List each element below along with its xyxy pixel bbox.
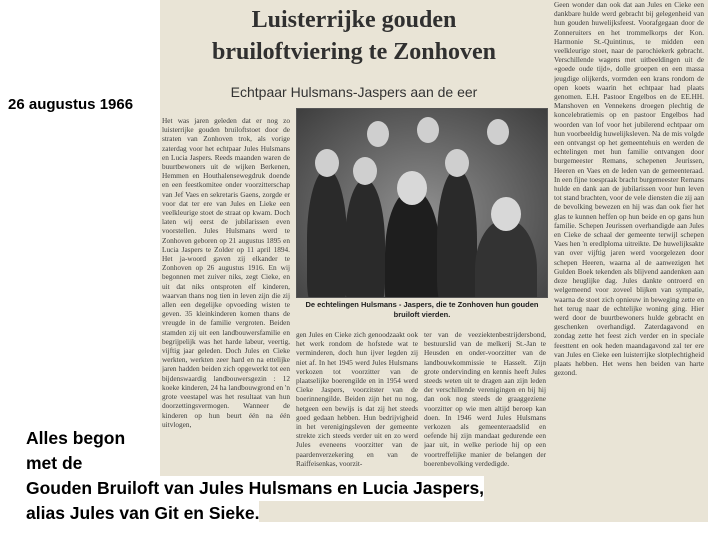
- photo-caption: De echtelingen Hulsmans - Jaspers, die te Zonhoven hun gouden bruiloft vierden.: [305, 300, 539, 319]
- caption-line-3: Gouden Bruiloft van Jules Hulsmans en Lucia Jaspers,: [26, 476, 484, 501]
- article-column-1: Het was jaren geleden dat er nog zo luisterrijke gouden bruiloftstoet door de straten van Zonhoven trok, als vorige zaterdag voor het echtpaar Jules Hulsmans en Lucia Jaspers. Reeds maanden waren de buurtbewoners uit de wijken Berkenen, Hemmen en Houthalensewegdruk doende en een feestkomitee onder voorzitterschap van Jef Vaes en sekretaris Gaens, zorgde er voor dat ter ere van Jules en Lieke een veelkleurige stoet de straat op kwam. Doch laten wij eerst de jubilarissen even voorstellen. Jules Hulsmans werd te Zonhoven geboren op 21 augustus 1895 en Lucia Jaspers te Zolder op 11 april 1894. Het ja-woord gaven zij elkander te Zonhoven op 26 augustus 1916. En wij begonnen met zuiver niks, zegt Cieke, en uit dat niks ontsproten elf kinderen, waarvan thans nog tien in leven zijn die zij allen een degelijke opvoeding wisten te geven. 35 kleinkinderen komen thans de vreugde in de familie vergroten. Beiden stamden zij uit een landbouwersfamilie en begrijpelijk was het harde labeur, veertig, vijftig jaar geleden. Doch Jules en Cieke werkten, werkten zeer hard en na ettelijke jaren hadden beiden zich opgewerkt tot een bijdenswaardig landbouwersgezin : 12 koeke kinderen, 24 ha landbouwgrond en 'n grote veestapel was het resultaat van hun doorzettingsvermogen. Wanneer de kinderen op hun beurt één na één uitvlogen,: [162, 116, 290, 429]
- couple-photo: [296, 108, 548, 298]
- article-column-3: ter van de veeziektenbestrijdersbond, bestuurslid van de melkerij St.-Jan te Heusden en onder-voorzitter van de landbouwkommissie te Hasselt. Zijn grote ondervinding en kennis heeft Jules steeds weten uit te dragen aan zijn leden der verschillende verenigingen en bij hij dan ook nog steeds de graaggeziene voorzitter op wie men altijd beroep kan doen. In 1946 werd Jules Hulsmans verkozen als gemeenteraadslid en oefende hij zijn mandaat gedurende een jaar uit, in welke periode hij op een voortreffelijke manier de belangen der boerenbevolking verdedigde.: [424, 330, 546, 468]
- article-column-4: Geen wonder dan ook dat aan Jules en Cieke een dankbare hulde werd gebracht bij gelegenheid van hun gouden huwelijksfeest. Voorafgegaan door de Zonneruiters en het trommelkorps der Kon. Harmonie St.-Quintinus, te midden een veelkleurige stoet, naar de parochiekerk gebracht. Verschillende wagens met uitbeeldingen uit de «goede oude tijd», dolle groepen en een massa jeugdige olijkerds, vormden een krans rondom de open koets waarin het echtpaar had plaats genomen. E.H. Pastoor Engelbos en de EE.HH. Manshoven en Vennekens droegen plechtig de koncelebratiemis op en pastoor Engelbos had woorden van lof voor het jubilerend echtpaar om hun voorbeeldig huwelijksleven. Na de mis volgde een ontvangst op het gemeentehuis en werden de echtelingen met hun familie ontvangen door burgemeester Remans, schepenen Jeurissen, Heeren en Vaes en de leden van de gemeenteraad. In een fijne toespraak bracht burgemeester Remans hulde en dank aan de jubilarissen voor hun leven tot stand brachten, voor de vele diensten die zij aan de bevolking bewezen en hij was dan ook fier het glas te kunnen heffen op hun beide en op gans hun familie. Schepen Jeurissen overhandigde aan Jules en Cieke de schaal der gemeente terwijl schepen Vaes hen 'n eredlploma uitreikte. De huwelijksakte van over vijftig jaren werd voorgelezen door schepen Heeren, waarna al de aanwezigen het Gulden Boek tekenden als blijvend aandenken aan deze heuglijke dag. Jules dankte ontroerd en welgemeend voor zoveel blijken van sympatie, waarna de stoet zich opnieuw in beweging zette en het terug naar de echtelijke woning ging. Hier werd door de buurtbewoners hulde gebracht en geschenken overhandigd. Zaterdagavond en zondag zette het feest zich verder en in speciale feesttent en ook heden maandagavond zal ter ere van Jules en Cieke een luisterrijke slotplechtigheid plaats hebben. Het wens hen beiden van harte gezond.: [554, 0, 704, 378]
- headline-line-1: Luisterrijke gouden: [251, 7, 457, 33]
- clipping-headline: [160, 4, 548, 68]
- headline-line-2: bruiloftviering te Zonhoven: [211, 39, 496, 65]
- caption-line-1: Alles begon: [26, 426, 125, 451]
- caption-line-4: alias Jules van Git en Sieke.: [26, 501, 259, 526]
- article-column-2: gen Jules en Cieke zich genoodzaakt ook het werk rondom de hofstede wat te verminderen, doch hun ijver legden zij niet af. In het 1945 werd Jules Hulsmans verkozen tot voorzitter van de plaatselijke boerengilde en in 1954 werd Cieke Jaspers, voorzitster van de boerinnengilde. Beiden zijn het nu nog, hetgeen een bewijs is dat zij het steeds goed gedaan hebben. Hun bedrijvigheid in het verenigingsleven der gemeente strekte zich steeds verder uit en zo werd Jules eveneens voorzitter van de paardenverzekering en van de Raiffeisenkas, voorzit-: [296, 330, 418, 468]
- slide-caption: [26, 426, 586, 526]
- clipping-subheadline: Echtpaar Hulsmans-Jaspers aan de eer: [230, 84, 478, 100]
- date-label: 26 augustus 1966: [8, 96, 134, 113]
- caption-line-2: met de: [26, 451, 82, 476]
